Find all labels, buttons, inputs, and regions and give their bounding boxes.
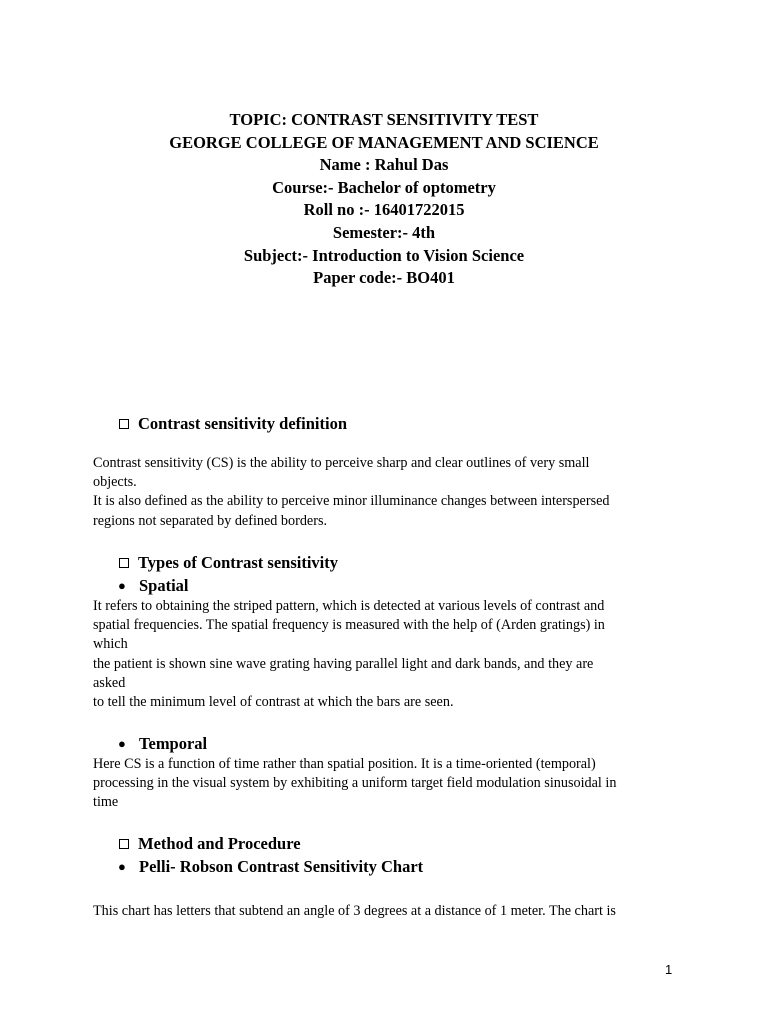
spatial-heading-label: Spatial (139, 576, 189, 595)
paragraph-line: asked (93, 674, 126, 691)
page-number: 1 (665, 962, 673, 977)
types-heading-label: Types of Contrast sensitivity (138, 553, 338, 572)
checkbox-icon (119, 839, 129, 849)
paragraph-line: Here CS is a function of time rather than spatial position. It is a time-oriented (temporal) (93, 756, 596, 772)
student-name: Name : Rahul Das (319, 155, 449, 175)
method-heading (118, 833, 301, 855)
paragraph-line: regions not separated by defined borders. (93, 512, 328, 529)
temporal-paragraph (93, 755, 678, 813)
bullet-icon: ● (118, 578, 126, 593)
paragraph-line: time (93, 794, 119, 811)
bullet-icon: ● (118, 736, 126, 751)
title-block (0, 109, 768, 290)
definition-heading (118, 413, 347, 435)
pelli-robson-heading (118, 856, 423, 878)
subject-line: Subject:- Introduction to Vision Science (243, 245, 525, 265)
topic-title: TOPIC: CONTRAST SENSITIVITY TEST (229, 110, 539, 129)
definition-paragraph (93, 454, 678, 531)
paragraph-line: to tell the minimum level of contrast at which the bars are seen. (93, 694, 454, 711)
paragraph-line: It is also defined as the ability to perceive minor illuminance changes between interspersed (93, 493, 610, 510)
paragraph-line: the patient is shown sine wave grating having parallel light and dark bands, and they are (93, 655, 594, 672)
spatial-paragraph (93, 597, 678, 712)
paragraph-line: This chart has letters that subtend an angle of 3 degrees at a distance of 1 meter. The chart is (93, 903, 616, 919)
types-heading (118, 552, 338, 574)
checkbox-icon (119, 419, 129, 429)
paper-code-line: Paper code:- BO401 (313, 268, 455, 288)
semester-line: Semester:- 4th (332, 222, 436, 242)
checkbox-icon (119, 558, 129, 568)
temporal-heading (118, 733, 207, 755)
definition-heading-label: Contrast sensitivity definition (138, 414, 348, 433)
paragraph-line: objects. (93, 474, 137, 491)
spatial-heading (118, 575, 189, 597)
paragraph-line: processing in the visual system by exhibiting a uniform target field modulation sinusoidal in (93, 775, 617, 792)
paragraph-line: which (93, 636, 128, 653)
roll-number: Roll no :- 16401722015 (303, 200, 465, 220)
paragraph-line: Contrast sensitivity (CS) is the ability to perceive sharp and clear outlines of very small (93, 455, 590, 471)
temporal-heading-label: Temporal (139, 734, 208, 753)
course-line: Course:- Bachelor of optometry (272, 177, 496, 197)
paragraph-line: spatial frequencies. The spatial frequency is measured with the help of (Arden gratings) in (93, 617, 605, 634)
pelli-robson-paragraph (93, 902, 678, 921)
pelli-robson-heading-label: Pelli- Robson Contrast Sensitivity Chart (139, 857, 424, 876)
bullet-icon: ● (118, 859, 126, 874)
method-heading-label: Method and Procedure (138, 834, 301, 853)
paragraph-line: It refers to obtaining the striped pattern, which is detected at various levels of contrast and (93, 598, 605, 614)
college-name: GEORGE COLLEGE OF MANAGEMENT AND SCIENCE (169, 132, 599, 152)
